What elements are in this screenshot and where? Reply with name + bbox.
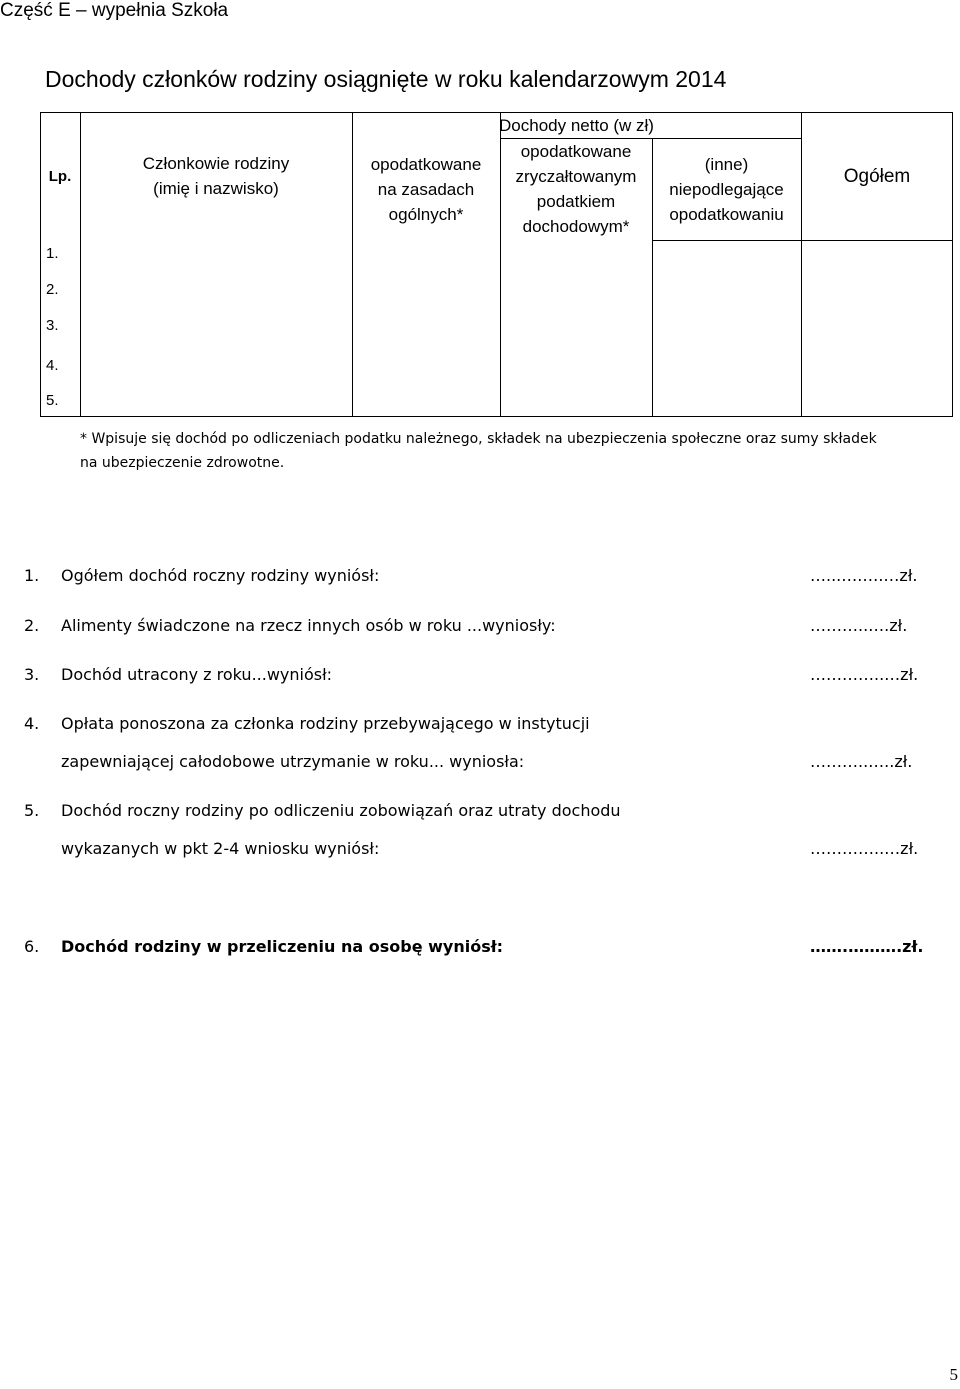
summary-number: 5.	[24, 801, 40, 820]
summary-text-line2: wykazanych w pkt 2-4 wniosku wyniósł:	[61, 839, 380, 858]
summary-text: Dochód utracony z roku...wyniósł:	[61, 665, 333, 684]
col-general-line3: ogólnych*	[388, 204, 464, 224]
col-flat-header	[500, 138, 652, 240]
col-total-header: Ogółem	[843, 165, 911, 187]
table-row-number: 5.	[46, 392, 59, 409]
col-flat-line2: zryczałtowanym	[515, 167, 637, 186]
section-title: Część E – wypełnia Szkoła	[0, 0, 229, 21]
col-general-header	[352, 138, 500, 240]
summary-text: Ogółem dochód roczny rodziny wyniósł:	[61, 566, 380, 585]
page-title: Dochody członków rodziny osiągnięte w roku kalendarzowym 2014	[45, 66, 727, 92]
table-row-number: 2.	[46, 281, 59, 298]
summary-text-line1: Dochód roczny rodziny po odliczeniu zobowiązań oraz utraty dochodu	[61, 801, 621, 820]
summary-value: ………..…..zł.	[810, 752, 913, 771]
summary-value: …………..…zł.	[810, 839, 919, 858]
summary-number: 1.	[24, 566, 40, 585]
summary-item-5	[0, 801, 960, 865]
members-header-line1: Członkowie rodziny	[142, 154, 290, 173]
col-flat-line4: dochodowym*	[522, 217, 630, 236]
summary-item-4	[0, 714, 960, 778]
col-general-line1: opodatkowane	[370, 154, 482, 174]
footnote-line1: * Wpisuje się dochód po odliczeniach podatku należnego, składek na ubezpieczenia społeczne oraz sumy składek	[80, 431, 877, 447]
members-header-line2: (imię i nazwisko)	[153, 179, 279, 198]
summary-number: 4.	[24, 714, 40, 733]
col-flat-line3: podatkiem	[536, 192, 616, 211]
footnote-line2: na ubezpieczenie zdrowotne.	[80, 455, 285, 471]
col-other-line3: opodatkowaniu	[669, 204, 784, 224]
summary-value: …………..…zł.	[810, 665, 919, 684]
table-row-number: 4.	[46, 357, 59, 374]
income-table	[40, 112, 953, 417]
members-header	[80, 112, 352, 240]
summary-text: Alimenty świadczone na rzecz innych osób w roku ...wyniosły:	[61, 616, 556, 635]
summary-number: 3.	[24, 665, 40, 684]
col-other-header	[652, 138, 801, 240]
col-other-line2: niepodlegające	[669, 179, 784, 199]
col-general-line2: na zasadach	[377, 179, 475, 199]
lp-header: Lp.	[48, 167, 72, 185]
summary-value: …...….….…zł.	[810, 566, 918, 585]
summary-number: 6.	[24, 937, 40, 956]
summary-value: …….……….zł.	[810, 937, 924, 956]
summary-text: Dochód rodziny w przeliczeniu na osobę wyniósł:	[61, 937, 504, 956]
footnote	[80, 427, 950, 475]
page-number: 5	[949, 1365, 958, 1384]
col-flat-line1: opodatkowane	[520, 142, 632, 161]
summary-text-line1: Opłata ponoszona za członka rodziny przebywającego w instytucji	[61, 714, 590, 733]
table-row-number: 3.	[46, 317, 59, 334]
income-header: Dochody netto (w zł)	[499, 115, 654, 135]
summary-value: ………..….zł.	[810, 616, 908, 635]
table-row-number: 1.	[46, 245, 59, 262]
col-other-line1: (inne)	[704, 154, 749, 174]
summary-text-line2: zapewniającej całodobowe utrzymanie w roku... wyniosła:	[61, 752, 525, 771]
summary-number: 2.	[24, 616, 40, 635]
